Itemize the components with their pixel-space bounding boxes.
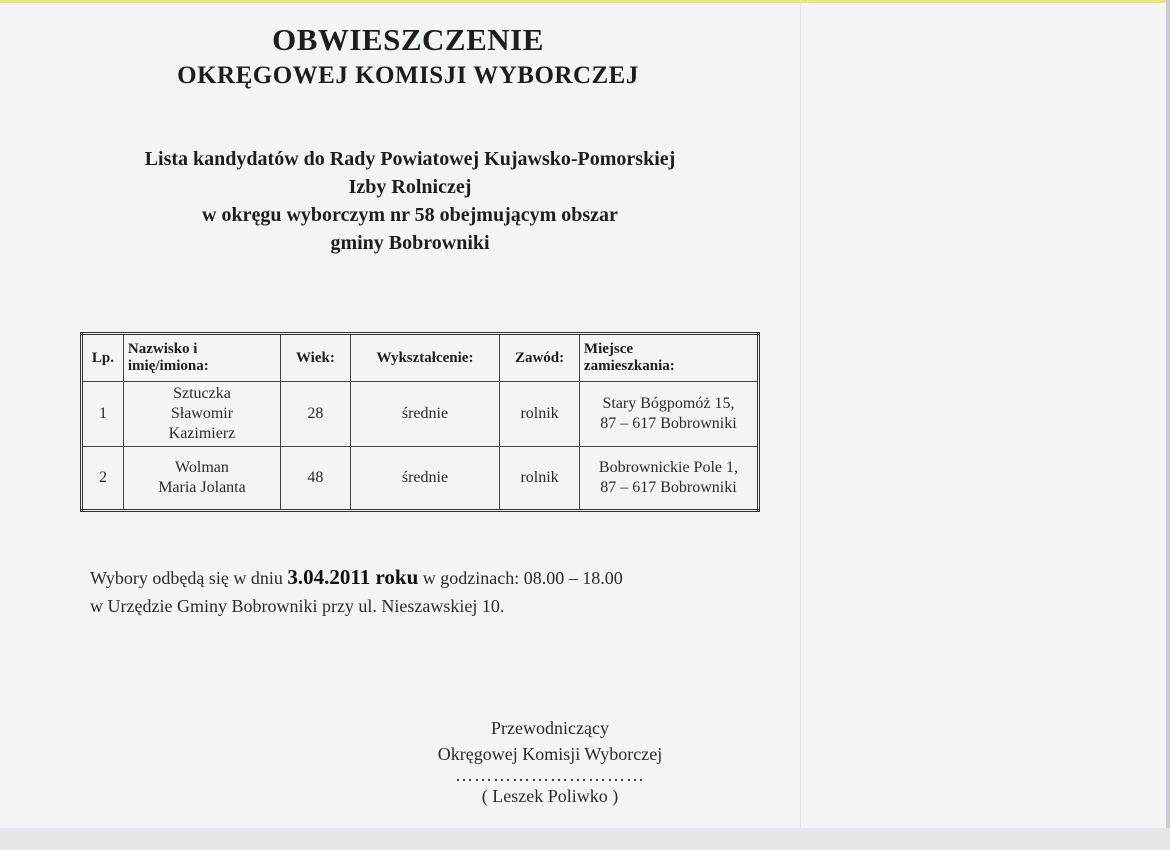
document-subtitle: OKRĘGOWEJ KOMISJI WYBORCZEJ xyxy=(177,62,639,89)
signature-role: Okręgowej Komisji Wyborczej xyxy=(437,744,663,764)
header-residence-line: Miejsce xyxy=(583,341,634,357)
cell-residence-line: Stary Bógpomóż 15, xyxy=(602,395,735,412)
cell-age: 28 xyxy=(281,382,351,447)
cell-name-line: Sławomir xyxy=(170,405,234,422)
cell-residence xyxy=(579,447,758,511)
cell-name-line: Maria Jolanta xyxy=(158,479,246,496)
header-residence xyxy=(579,334,758,382)
header-residence-line: zamieszkania: xyxy=(583,358,675,374)
signature-block xyxy=(400,715,700,809)
cell-residence-line: 87 – 617 Bobrowniki xyxy=(600,479,737,496)
header-education: Wykształcenie: xyxy=(350,334,499,382)
description-line: gminy Bobrowniki xyxy=(330,232,490,254)
signature-name: ( Leszek Poliwko ) xyxy=(481,786,619,806)
cell-residence xyxy=(579,382,758,447)
cell-name-line: Sztuczka xyxy=(173,385,231,402)
signature-line: ………………………… xyxy=(455,765,645,785)
description-line: w okręgu wyborczym nr 58 obejmującym obszar xyxy=(202,204,618,226)
candidates-table xyxy=(80,332,760,512)
candidate-list-description xyxy=(60,145,760,257)
cell-education: średnie xyxy=(350,382,499,447)
scan-right-edge xyxy=(1166,0,1170,850)
description-line: Izby Rolniczej xyxy=(348,176,472,198)
cell-residence-line: 87 – 617 Bobrowniki xyxy=(600,415,737,432)
header-name-line: Nazwisko i xyxy=(127,341,198,357)
scan-bottom-edge xyxy=(0,828,1170,850)
header-lp: Lp. xyxy=(82,334,124,382)
description-line: Lista kandydatów do Rady Powiatowej Kujawsko-Pomorskiej xyxy=(144,148,676,170)
election-date-line xyxy=(90,563,790,592)
table-row xyxy=(82,382,759,447)
paper-fold-line xyxy=(800,0,801,830)
election-hours: w godzinach: 08.00 – 18.00 xyxy=(422,568,623,588)
header-occupation: Zawód: xyxy=(500,334,580,382)
cell-name-line: Wolman xyxy=(175,459,229,476)
election-info xyxy=(90,563,790,620)
cell-name xyxy=(123,447,280,511)
cell-education: średnie xyxy=(350,447,499,511)
cell-age: 48 xyxy=(281,447,351,511)
cell-residence-line: Bobrownickie Pole 1, xyxy=(598,459,738,476)
cell-name xyxy=(123,382,280,447)
header-name-line: imię/imiona: xyxy=(127,358,209,374)
scan-top-edge xyxy=(0,0,1170,3)
election-date: 3.04.2011 roku xyxy=(287,565,419,589)
cell-lp: 1 xyxy=(82,382,124,447)
cell-occupation: rolnik xyxy=(500,382,580,447)
election-prefix: Wybory odbędą się w dniu xyxy=(90,568,283,588)
cell-name-line: Kazimierz xyxy=(168,425,236,442)
election-location: w Urzędzie Gminy Bobrowniki przy ul. Nieszawskiej 10. xyxy=(90,596,505,616)
header-name xyxy=(123,334,280,382)
header-age: Wiek: xyxy=(281,334,351,382)
cell-lp: 2 xyxy=(82,447,124,511)
cell-occupation: rolnik xyxy=(500,447,580,511)
table-header-row xyxy=(82,334,759,382)
document-title: OBWIESZCZENIE xyxy=(272,22,544,57)
signature-role: Przewodniczący xyxy=(491,718,609,738)
table-row xyxy=(82,447,759,511)
